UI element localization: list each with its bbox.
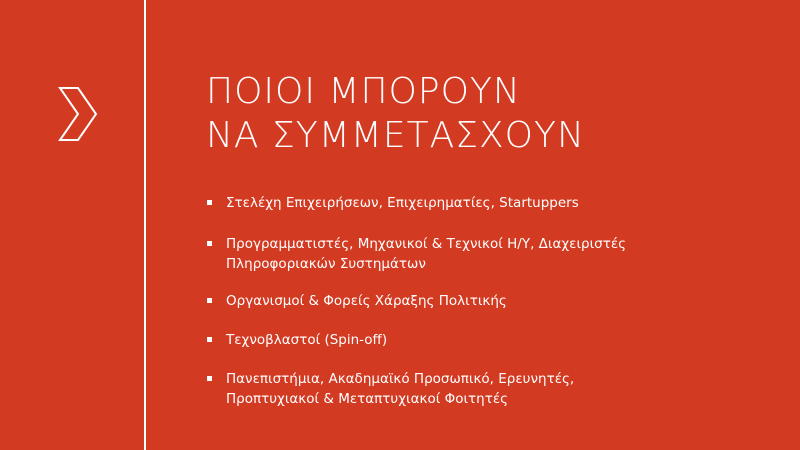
- bullet-line: Στελέχη Επιχειρήσεων, Επιχειρηματίες, Startuppers: [226, 195, 579, 211]
- bullet-text: [226, 234, 626, 274]
- bullet-line: Πανεπιστήμια, Ακαδημαϊκό Προσωπικό, Ερευνητές,: [226, 371, 575, 387]
- bullet-marker: [207, 298, 212, 303]
- bullet-line: Προγραμματιστές, Μηχανικοί & Τεχνικοί Η/Υ, Διαχειριστές: [226, 236, 627, 252]
- list-item: [207, 234, 626, 274]
- slide-title: [206, 70, 585, 158]
- bullet-marker: [207, 241, 212, 246]
- bullet-marker: [207, 337, 212, 342]
- vertical-divider: [144, 0, 146, 450]
- list-item: [207, 369, 574, 409]
- bullet-line: Προπτυχιακοί & Μεταπτυχιακοί Φοιτητές: [226, 391, 509, 407]
- bullet-marker: [207, 200, 212, 205]
- bullet-line: Πληροφοριακών Συστημάτων: [226, 256, 426, 272]
- bullet-marker: [207, 376, 212, 381]
- title-line: ΠΟΙΟΙ ΜΠΟΡΟΥΝ: [206, 71, 521, 112]
- bullet-line: Οργανισμοί & Φορείς Χάραξης Πολιτικής: [226, 293, 507, 309]
- bullet-text: [226, 330, 387, 350]
- list-item: [207, 193, 579, 213]
- bullet-text: [226, 369, 574, 409]
- title-line: ΝΑ ΣΥΜΜΕΤΑΣΧΟΥΝ: [206, 115, 585, 156]
- list-item: [207, 291, 507, 311]
- chevron-right-icon: [58, 86, 98, 142]
- list-item: [207, 330, 387, 350]
- bullet-text: [226, 193, 579, 213]
- bullet-line: Τεχνοβλαστοί (Spin-off): [226, 332, 388, 348]
- bullet-text: [226, 291, 507, 311]
